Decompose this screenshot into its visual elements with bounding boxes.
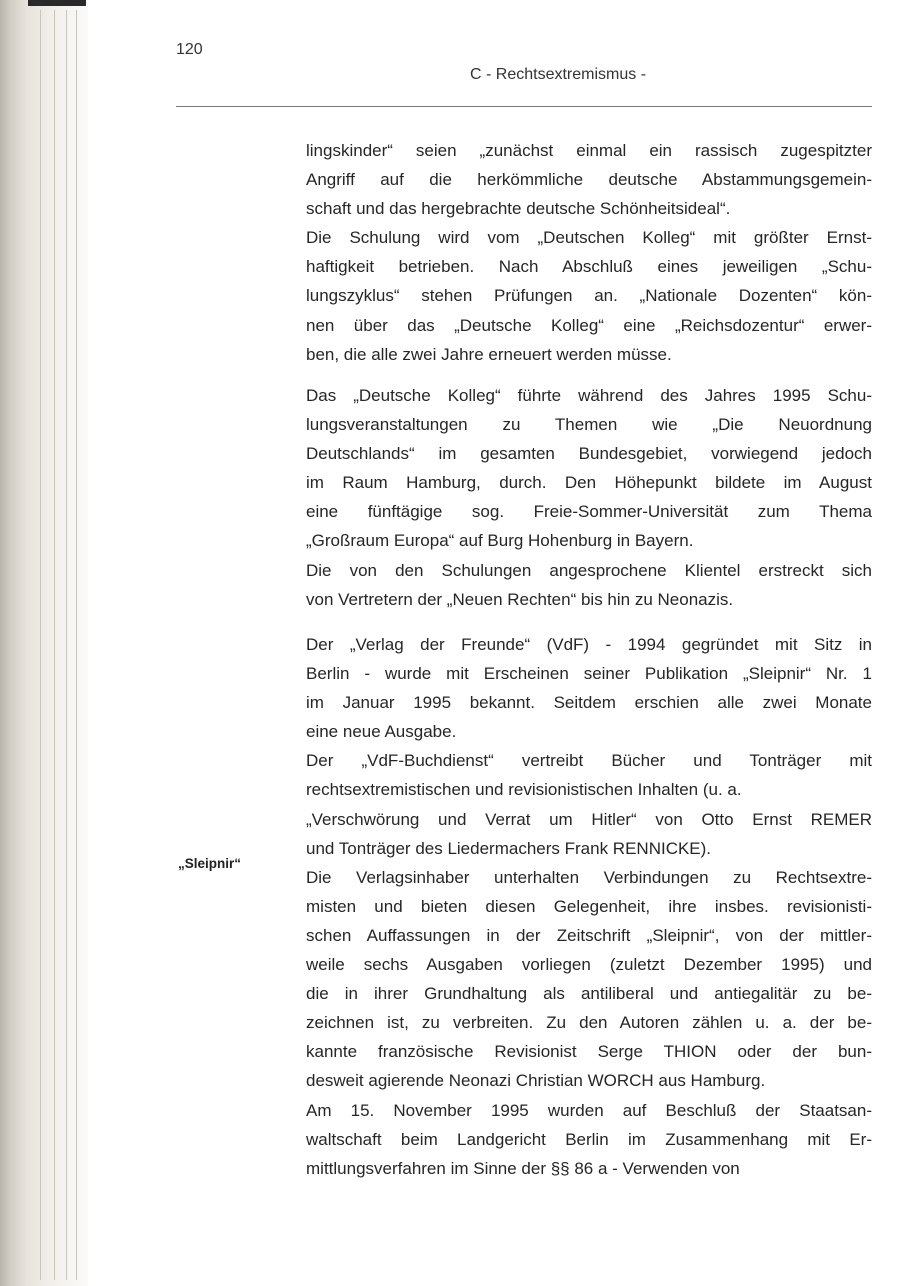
spine-stripe (66, 10, 67, 1280)
text-line: Angriff auf die herkömmliche deutsche Abstammungsgemein- (306, 170, 872, 190)
book-spine-shadow (0, 0, 88, 1286)
text-line: Berlin - wurde mit Erscheinen seiner Publikation „Sleipnir“ Nr. 1 (306, 664, 872, 684)
text-line: „Verschwörung und Verrat um Hitler“ von Otto Ernst REMER (306, 809, 872, 829)
text-line: haftigkeit betrieben. Nach Abschluß eines jeweiligen „Schu- (306, 257, 872, 277)
margin-note-sleipnir: „Sleipnir“ (178, 856, 242, 871)
running-header: C - Rechtsextremismus - (470, 66, 647, 83)
text-line: desweit agierende Neonazi Christian WORCH aus Hamburg. (306, 1071, 766, 1091)
text-line: die in ihrer Grundhaltung als antiliberal und antiegalitär zu be- (306, 984, 872, 1004)
binding-mark (28, 0, 86, 6)
spine-stripe (54, 10, 55, 1280)
spine-stripe (76, 10, 77, 1280)
text-line: Die Verlagsinhaber unterhalten Verbindungen zu Rechtsextre- (306, 867, 872, 887)
text-line: eine neue Ausgabe. (306, 722, 457, 742)
paragraph-3 (306, 630, 872, 1096)
text-line: im Januar 1995 bekannt. Seitdem erschien alle zwei Monate (306, 693, 872, 713)
text-line: rechtsextremistischen und revisionistischen Inhalten (u. a. (306, 780, 742, 800)
text-line: Die Schulung wird vom „Deutschen Kolleg“ mit größter Ernst- (306, 228, 872, 248)
text-line: misten und bieten diesen Gelegenheit, ihre insbes. revisionisti- (306, 896, 872, 916)
text-line: zeichnen ist, zu verbreiten. Zu den Autoren zählen u. a. der be- (306, 1013, 872, 1033)
text-line: weile sechs Ausgaben vorliegen (zuletzt Dezember 1995) und (306, 955, 872, 975)
paragraph-2 (306, 381, 872, 614)
text-line: lingskinder“ seien „zunächst einmal ein rassisch zugespitzter (306, 141, 872, 160)
header-rule (176, 106, 872, 107)
text-line: mittlungsverfahren im Sinne der §§ 86 a - Verwenden von (306, 1159, 740, 1179)
text-line: nen über das „Deutsche Kolleg“ eine „Reichsdozentur“ erwer- (306, 315, 872, 335)
text-line: ben, die alle zwei Jahre erneuert werden müsse. (306, 344, 672, 364)
text-line: Das „Deutsche Kolleg“ führte während des Jahres 1995 Schu- (306, 386, 872, 405)
text-line: Am 15. November 1995 wurden auf Beschluß der Staatsan- (306, 1101, 872, 1120)
text-line: „Großraum Europa“ auf Burg Hohenburg in Bayern. (306, 531, 694, 551)
text-line: Der „VdF-Buchdienst“ vertreibt Bücher und Tonträger mit (306, 751, 872, 771)
text-line: von Vertretern der „Neuen Rechten“ bis hin zu Neonazis. (306, 589, 734, 609)
text-line: lungszyklus“ stehen Prüfungen an. „Nationale Dozenten“ kön- (306, 286, 872, 306)
text-line: und Tonträger des Liedermachers Frank RENNICKE). (306, 838, 712, 858)
text-line: Die von den Schulungen angesprochene Klientel erstreckt sich (306, 560, 872, 580)
text-line: Der „Verlag der Freunde“ (VdF) - 1994 gegründet mit Sitz in (306, 635, 872, 654)
page-number: 120 (176, 41, 203, 58)
text-line: schen Auffassungen in der Zeitschrift „Sleipnir“, von der mittler- (306, 925, 872, 945)
text-line: im Raum Hamburg, durch. Den Höhepunkt bildete im August (306, 473, 872, 493)
text-line: lungsveranstaltungen zu Themen wie „Die Neuordnung (306, 415, 872, 435)
text-line: kannte französische Revisionist Serge THION oder der bun- (306, 1042, 872, 1062)
paragraph-1 (306, 136, 872, 369)
text-line: schaft und das hergebrachte deutsche Schönheitsideal“. (306, 199, 731, 219)
spine-stripe (40, 10, 41, 1280)
text-line: Deutschlands“ im gesamten Bundesgebiet, vorwiegend jedoch (306, 444, 872, 464)
paragraph-4 (306, 1096, 872, 1183)
text-line: waltschaft beim Landgericht Berlin im Zusammenhang mit Er- (306, 1130, 872, 1150)
text-line: eine fünftägige sog. Freie-Sommer-Universität zum Thema (306, 502, 872, 522)
